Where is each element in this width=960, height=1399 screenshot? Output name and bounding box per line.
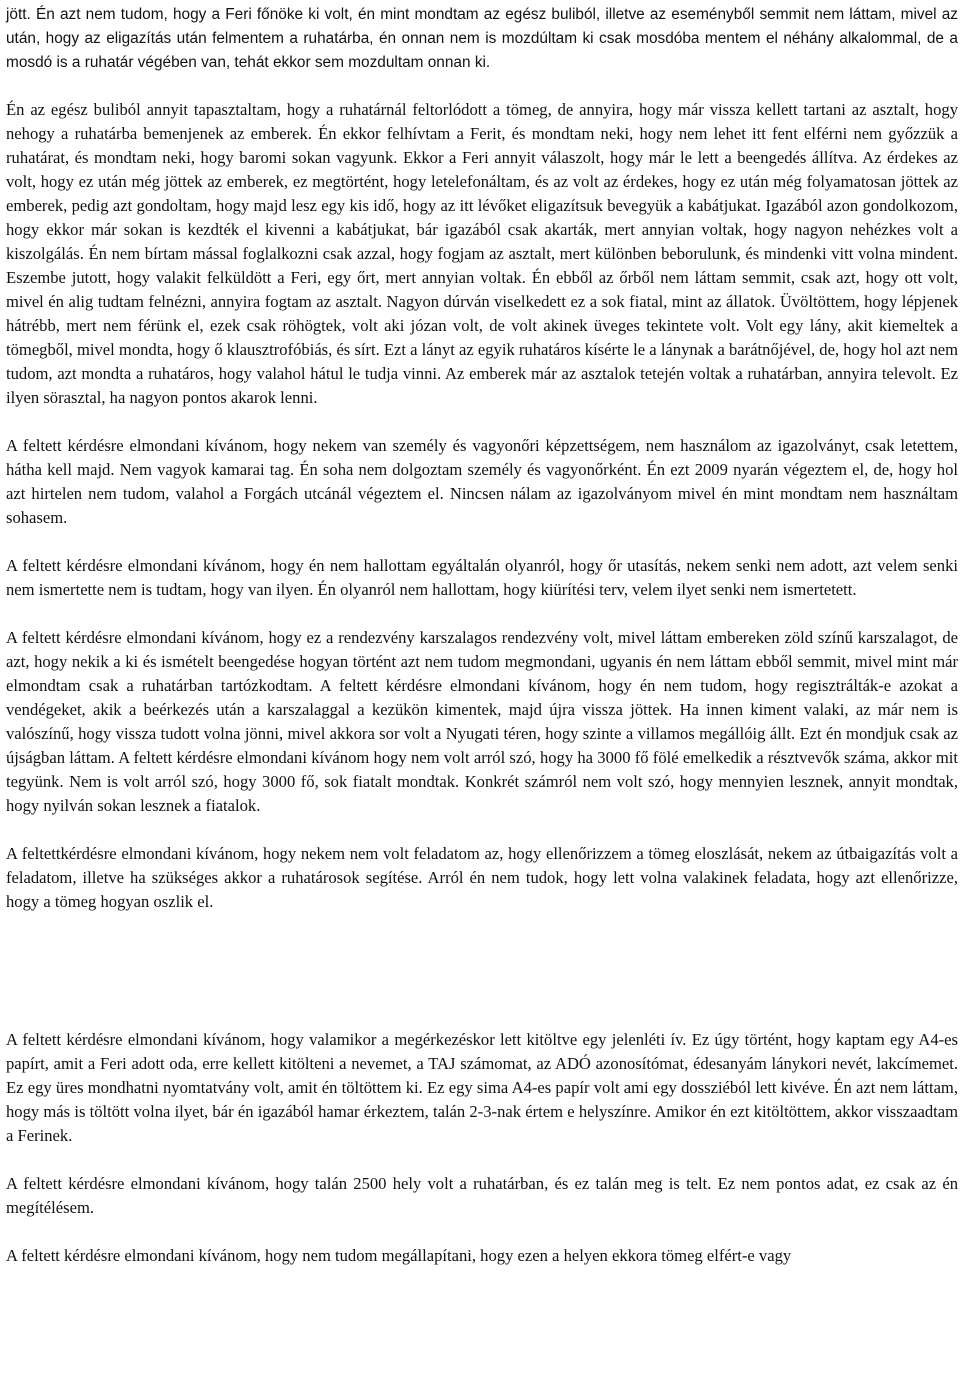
paragraph-guard-instructions: A feltett kérdésre elmondani kívánom, hogy én nem hallottam egyáltalán olyanról, hogy őr utasítás, nekem senki nem adott, azt velem senki nem ismertette nem is tudtam, hogy van ilyen. Én olyanról nem hallottam, hogy kiürítési terv, velem ilyet senki nem ismertetett. [6, 556, 958, 599]
paragraph-continuation: jött. Én azt nem tudom, hogy a Feri főnöke ki volt, én mint mondtam az egész buliból, illetve az eseményből semmit nem láttam, mivel az után, hogy az eligazítás után felmentem a ruhatárba, én onnan nem is mozdúltam ki csak mosdóba mentem el néhány alkalommal, de a mosdó is a ruhatár végében van, tehát ekkor sem mozdultam onnan ki. [6, 6, 958, 71]
paragraph-crowd-at-cloakroom: Én az egész buliból annyit tapasztaltam, hogy a ruhatárnál feltorlódott a tömeg, de annyira, hogy már vissza kellett tartani az asztalt, hogy nehogy a ruhatárba bemenjenek az emberek. Én ekkor felhívtam a Ferit, és mondtam neki, hogy nem lehet itt fent elférni nem győzzük a ruhatárat, és mondtam neki, hogy baromi sokan vagyunk. Ekkor a Feri annyit válaszolt, hogy már le lett a beengedés állítva. Az érdekes az volt, hogy ez után még jöttek az emberek, ez megtörtént, hogy letelefonáltam, és az volt az érdekes, hogy ez után még folyamatosan jöttek az emberek, pedig azt gondoltam, hogy majd lesz egy kis idő, hogy az itt lévőket eligazítsuk bevegyük a kabátjukat. Igazából azon gondolkozom, hogy ekkor már sokan is kezdték el kivenni a kabátjukat, bár igazából csak akarták, mert annyian voltak, hogy nagyon nehézkes volt a kiszolgálás. Én nem bírtam mással foglalkozni csak azzal, hogy fogjam az asztalt, mert különben beborulunk, és mindenki vitt volna mindent. Eszembe jutott, hogy valakit felküldött a Feri, egy őrt, mert annyian voltak. Én ebből az őrből nem láttam semmit, csak azt, hogy ott volt, mivel én alig tudtam felnézni, annyira fogtam az asztalt. Nagyon dúrván viselkedett ez a sok fiatal, mint az állatok. Üvöltöttem, hogy lépjenek hátrébb, mert nem férünk el, ezek csak röhögtek, volt aki józan volt, de volt akinek üveges tekintete volt. Volt egy lány, akit kiemeltek a tömegből, mivel mondta, hogy ő klausztrofóbiás, és sírt. Ezt a lányt az egyik ruhatáros kísérte le a lánynak a barátnőjével, de, hogy hol azt nem tudom, azt mondta a ruhatáros, hogy valahol hátul le tudja vinni. Az emberek már az asztalok tetején voltak a ruhatárban, annyira televolt. Ez ilyen sörasztal, ha nagyon pontos akarok lenni. [6, 100, 959, 407]
paragraph-cloakroom-capacity: A feltett kérdésre elmondani kívánom, hogy talán 2500 hely volt a ruhatárban, és ez talán meg is telt. Ez nem pontos adat, ez csak az én megítélésem. [6, 1174, 958, 1217]
paragraph-wristband-event: A feltett kérdésre elmondani kívánom, hogy ez a rendezvény karszalagos rendezvény volt, mivel láttam embereken zöld színű karszalagot, de azt, hogy nekik a ki és ismételt beengedése hogyan történt azt nem tudom megmondani, ugyanis én nem láttam ebből semmit, mivel mint már elmondtam csak a ruhatárban tartózkodtam. A feltett kérdésre elmondani kívánom, hogy én nem tudom, hogy regisztrálták-e azokat a vendégeket, akik a beérkezés után a karszalaggal a kezükön kimentek, majd újra vissza jöttek. Ha innen kiment valaki, az már nem is valószínű, hogy vissza tudott volna jönni, mivel akkora sor volt a Nyugati téren, hogy szinte a villamos megállóig állt. Ezt én mondjuk csak az újságban láttam. A feltett kérdésre elmondani kívánom hogy nem volt arról szó, hogy ha 3000 fő fölé emelkedik a résztvevők száma, akkor mit tegyünk. Nem is volt arról szó, hogy 3000 fő, sok fiatalt mondtak. Konkrét számról nem volt szó, hogy mennyien lesznek, annyit mondtak, hogy nyilván sokan lesznek a fiatalok. [6, 628, 958, 815]
paragraph-attendance-sheet: A feltett kérdésre elmondani kívánom, hogy valamikor a megérkezéskor lett kitöltve egy jelenléti ív. Ez úgy történt, hogy kaptam egy A4-es papírt, amit a Feri adott oda, erre kellett kitölteni a nevemet, a TAJ számomat, az ADÓ azonosítómat, édesanyám lánykori nevét, lakcímemet. Ez egy üres mondhatni nyomtatvány volt, amit én töltöttem ki. Ez egy sima A4-es papír volt ami egy dossziéból lett kivéve. Én azt nem láttam, hogy más is töltött volna ilyet, bár én igazából hamar érkeztem, talán 2-3-nak értem e helyszínre. Amikor én ezt kitöltöttem, akkor visszaadtam a Ferinek. [6, 1030, 958, 1145]
paragraph-crowd-distribution: A feltettkérdésre elmondani kívánom, hogy nekem nem volt feladatom az, hogy ellenőrizzem a tömeg eloszlását, nekem az útbaigazítás volt a feladatom, illetve ha szükséges akkor a ruhatárosok segítése. Arról én nem tudok, hogy lett volna valakinek feladata, hogy azt ellenőrizze, hogy a tömeg hogyan oszlik el. [6, 844, 958, 911]
paragraph-security-qualification: A feltett kérdésre elmondani kívánom, hogy nekem van személy és vagyonőri képzettségem, nem használom az igazolványt, csak letettem, hátha kell majd. Nem vagyok kamarai tag. Én soha nem dolgoztam személy és vagyonőrként. Én ezt 2009 nyarán végeztem el, de, hogy hol azt hirtelen nem tudom, valahol a Forgách utcánál végeztem el. Nincsen nálam az igazolványom mivel én mint mondtam nem használtam sohasem. [6, 436, 958, 527]
paragraph-venue-capacity: A feltett kérdésre elmondani kívánom, hogy nem tudom megállapítani, hogy ezen a helyen ekkora tömeg elfért-e vagy [6, 1246, 792, 1265]
